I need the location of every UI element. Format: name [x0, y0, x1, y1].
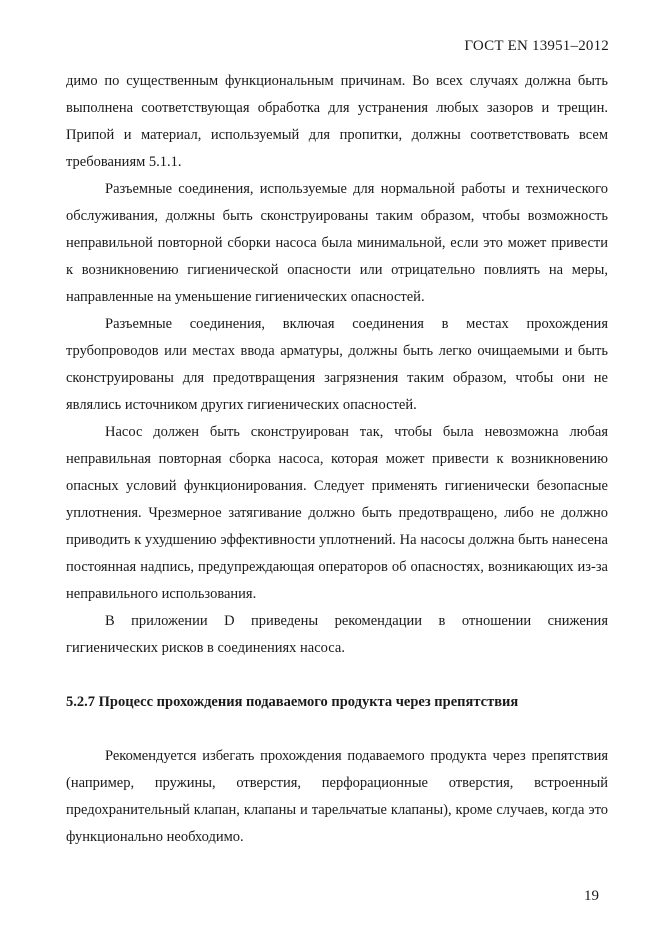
page-number: 19	[584, 888, 599, 904]
standard-header: ГОСТ EN 13951–2012	[464, 38, 609, 54]
paragraph-pump-assembly: Насос должен быть сконструирован так, чтобы была невозможна любая неправильная повторная сборка насоса, которая может привести к возникновению опасных условий функционирования. Следует применять гигиенически безопасные уплотнения. Чрезмерное затягивание должно быть предотвращено, либо не должно приводить к ухудшению эффективности уплотнений. На насосы должна быть нанесена постоянная надпись, предупреждающая операторов об опасностях, возникающих из-за неправильного использования.	[66, 424, 608, 602]
paragraph-annex-reference: В приложении D приведены рекомендации в отношении снижения гигиенических рисков в соединениях насоса.	[66, 613, 608, 656]
document-body	[66, 68, 608, 851]
paragraph-detachable-joints: Разъемные соединения, используемые для нормальной работы и технического обслуживания, должны быть сконструированы таким образом, чтобы возможность неправильной повторной сборки насоса была минимальной, если это может привести к возникновению гигиенической опасности или отрицательно повлиять на меры, направленные на уменьшение гигиенических опасностей.	[66, 181, 608, 305]
paragraph-continuation: димо по существенным функциональным причинам. Во всех случаях должна быть выполнена соответствующая обработка для устранения любых зазоров и трещин. Припой и материал, используемый для пропитки, должны соответствовать всем требованиям 5.1.1.	[66, 73, 608, 170]
paragraph-pipe-joints: Разъемные соединения, включая соединения в местах прохождения трубопроводов или местах ввода арматуры, должны быть легко очищаемыми и быть сконструированы для предотвращения загрязнения таким образом, чтобы они не являлись источником других гигиенических опасностей.	[66, 316, 608, 413]
section-heading: 5.2.7 Процесс прохождения подаваемого продукта через препятствия	[66, 694, 519, 710]
section-paragraph: Рекомендуется избегать прохождения подаваемого продукта через препятствия (например, пружины, отверстия, перфорационные отверстия, встроенный предохранительный клапан, клапаны и тарельчатые клапаны), кроме случаев, когда это функционально необходимо.	[66, 748, 608, 845]
